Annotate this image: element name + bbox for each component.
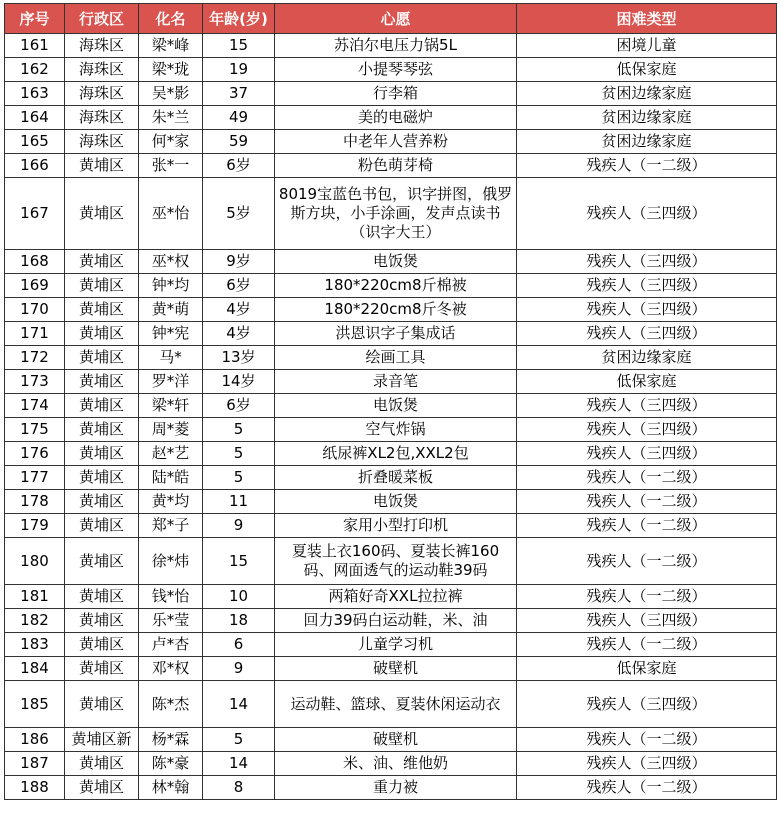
cell-name: 钟*宪 — [139, 322, 203, 346]
cell-district: 黄埔区 — [65, 776, 139, 800]
table-row — [5, 34, 777, 58]
table-row — [5, 609, 777, 633]
cell-no: 177 — [5, 466, 65, 490]
cell-name: 罗*洋 — [139, 370, 203, 394]
cell-no: 167 — [5, 178, 65, 250]
table-row — [5, 538, 777, 585]
table-row — [5, 466, 777, 490]
cell-type: 残疾人（三四级） — [517, 178, 777, 250]
cell-wish: 美的电磁炉 — [275, 106, 517, 130]
cell-age: 14岁 — [203, 370, 275, 394]
cell-age: 13岁 — [203, 346, 275, 370]
cell-wish: 洪恩识字子集成话 — [275, 322, 517, 346]
cell-wish: 运动鞋、篮球、夏装休闲运动衣 — [275, 681, 517, 728]
cell-no: 179 — [5, 514, 65, 538]
cell-type: 贫困边缘家庭 — [517, 346, 777, 370]
cell-district: 黄埔区 — [65, 681, 139, 728]
header-age: 年龄(岁) — [203, 4, 275, 34]
cell-name: 乐*莹 — [139, 609, 203, 633]
cell-no: 175 — [5, 418, 65, 442]
cell-age: 14 — [203, 752, 275, 776]
cell-age: 19 — [203, 58, 275, 82]
table-row — [5, 514, 777, 538]
table-row — [5, 657, 777, 681]
cell-wish: 电饭煲 — [275, 394, 517, 418]
header-name: 化名 — [139, 4, 203, 34]
table-row — [5, 298, 777, 322]
cell-age: 59 — [203, 130, 275, 154]
cell-wish: 折叠暖菜板 — [275, 466, 517, 490]
cell-no: 188 — [5, 776, 65, 800]
cell-type: 残疾人（三四级） — [517, 394, 777, 418]
cell-no: 164 — [5, 106, 65, 130]
table-row — [5, 394, 777, 418]
cell-no: 187 — [5, 752, 65, 776]
cell-wish: 破壁机 — [275, 728, 517, 752]
cell-name: 吴*影 — [139, 82, 203, 106]
table-row — [5, 681, 777, 728]
header-district: 行政区 — [65, 4, 139, 34]
table-row — [5, 130, 777, 154]
cell-no: 182 — [5, 609, 65, 633]
cell-no: 172 — [5, 346, 65, 370]
table-row — [5, 370, 777, 394]
cell-no: 180 — [5, 538, 65, 585]
header-no: 序号 — [5, 4, 65, 34]
cell-no: 186 — [5, 728, 65, 752]
cell-type: 贫困边缘家庭 — [517, 82, 777, 106]
cell-type: 低保家庭 — [517, 370, 777, 394]
table-row — [5, 322, 777, 346]
cell-no: 178 — [5, 490, 65, 514]
cell-no: 168 — [5, 250, 65, 274]
cell-name: 梁*峰 — [139, 34, 203, 58]
table-row — [5, 752, 777, 776]
cell-age: 15 — [203, 34, 275, 58]
cell-district: 海珠区 — [65, 58, 139, 82]
table-row — [5, 633, 777, 657]
cell-age: 5 — [203, 728, 275, 752]
cell-age: 5 — [203, 466, 275, 490]
cell-age: 4岁 — [203, 298, 275, 322]
cell-age: 8 — [203, 776, 275, 800]
header-wish: 心愿 — [275, 4, 517, 34]
cell-district: 黄埔区 — [65, 178, 139, 250]
cell-district: 黄埔区 — [65, 346, 139, 370]
cell-type: 残疾人（三四级） — [517, 418, 777, 442]
cell-wish: 录音笔 — [275, 370, 517, 394]
cell-no: 163 — [5, 82, 65, 106]
cell-wish: 米、油、维他奶 — [275, 752, 517, 776]
cell-type: 残疾人（一二级） — [517, 490, 777, 514]
cell-district: 黄埔区 — [65, 466, 139, 490]
cell-type: 低保家庭 — [517, 657, 777, 681]
cell-wish: 纸尿裤XL2包,XXL2包 — [275, 442, 517, 466]
table-row — [5, 346, 777, 370]
cell-age: 6 — [203, 633, 275, 657]
cell-age: 37 — [203, 82, 275, 106]
table-row — [5, 82, 777, 106]
cell-district: 黄埔区 — [65, 490, 139, 514]
cell-type: 残疾人（三四级） — [517, 298, 777, 322]
cell-age: 15 — [203, 538, 275, 585]
cell-no: 181 — [5, 585, 65, 609]
cell-age: 6岁 — [203, 274, 275, 298]
cell-age: 6岁 — [203, 154, 275, 178]
cell-no: 171 — [5, 322, 65, 346]
cell-no: 166 — [5, 154, 65, 178]
cell-type: 残疾人（三四级） — [517, 609, 777, 633]
cell-district: 黄埔区 — [65, 250, 139, 274]
cell-name: 黄*均 — [139, 490, 203, 514]
cell-name: 朱*兰 — [139, 106, 203, 130]
cell-age: 9 — [203, 657, 275, 681]
cell-type: 残疾人（三四级） — [517, 322, 777, 346]
cell-wish: 两箱好奇XXL拉拉裤 — [275, 585, 517, 609]
cell-wish: 180*220cm8斤冬被 — [275, 298, 517, 322]
cell-age: 9岁 — [203, 250, 275, 274]
cell-district: 黄埔区 — [65, 585, 139, 609]
cell-wish: 破壁机 — [275, 657, 517, 681]
cell-name: 卢*杏 — [139, 633, 203, 657]
cell-district: 黄埔区 — [65, 322, 139, 346]
cell-name: 马* — [139, 346, 203, 370]
cell-age: 14 — [203, 681, 275, 728]
cell-name: 赵*艺 — [139, 442, 203, 466]
cell-district: 海珠区 — [65, 34, 139, 58]
table-row — [5, 274, 777, 298]
table-row — [5, 442, 777, 466]
cell-name: 郑*子 — [139, 514, 203, 538]
cell-type: 低保家庭 — [517, 58, 777, 82]
cell-no: 183 — [5, 633, 65, 657]
cell-no: 185 — [5, 681, 65, 728]
cell-name: 林*翰 — [139, 776, 203, 800]
cell-district: 黄埔区 — [65, 442, 139, 466]
cell-type: 残疾人（三四级） — [517, 442, 777, 466]
cell-wish: 行李箱 — [275, 82, 517, 106]
cell-wish: 粉色萌芽椅 — [275, 154, 517, 178]
cell-no: 165 — [5, 130, 65, 154]
cell-type: 残疾人（一二级） — [517, 466, 777, 490]
cell-no: 176 — [5, 442, 65, 466]
table-body — [5, 34, 777, 800]
cell-name: 杨*霖 — [139, 728, 203, 752]
cell-wish: 家用小型打印机 — [275, 514, 517, 538]
cell-wish: 中老年人营养粉 — [275, 130, 517, 154]
cell-type: 残疾人（三四级） — [517, 681, 777, 728]
cell-type: 残疾人（一二级） — [517, 514, 777, 538]
cell-type: 残疾人（一二级） — [517, 776, 777, 800]
cell-district: 黄埔区 — [65, 298, 139, 322]
cell-name: 巫*权 — [139, 250, 203, 274]
table-row — [5, 585, 777, 609]
cell-age: 9 — [203, 514, 275, 538]
cell-no: 174 — [5, 394, 65, 418]
cell-type: 残疾人（一二级） — [517, 728, 777, 752]
table-header-row — [5, 4, 777, 34]
cell-type: 残疾人（三四级） — [517, 250, 777, 274]
table-row — [5, 178, 777, 250]
cell-age: 6岁 — [203, 394, 275, 418]
cell-district: 黄埔区 — [65, 633, 139, 657]
cell-district: 海珠区 — [65, 106, 139, 130]
cell-district: 黄埔区 — [65, 274, 139, 298]
table-row — [5, 418, 777, 442]
cell-wish: 8019宝蓝色书包，识字拼图，俄罗斯方块，小手涂画，发声点读书（识字大王） — [275, 178, 517, 250]
cell-age: 5 — [203, 442, 275, 466]
cell-wish: 儿童学习机 — [275, 633, 517, 657]
wish-list-table — [4, 3, 777, 800]
cell-type: 残疾人（一二级） — [517, 585, 777, 609]
cell-age: 10 — [203, 585, 275, 609]
cell-district: 海珠区 — [65, 82, 139, 106]
table-row — [5, 58, 777, 82]
cell-no: 170 — [5, 298, 65, 322]
cell-district: 黄埔区 — [65, 657, 139, 681]
cell-name: 梁*珑 — [139, 58, 203, 82]
cell-wish: 180*220cm8斤棉被 — [275, 274, 517, 298]
cell-district: 黄埔区 — [65, 752, 139, 776]
cell-no: 162 — [5, 58, 65, 82]
cell-name: 巫*怡 — [139, 178, 203, 250]
cell-name: 钟*均 — [139, 274, 203, 298]
cell-age: 49 — [203, 106, 275, 130]
cell-type: 残疾人（三四级） — [517, 274, 777, 298]
cell-no: 184 — [5, 657, 65, 681]
cell-no: 161 — [5, 34, 65, 58]
cell-name: 梁*轩 — [139, 394, 203, 418]
cell-name: 陈*杰 — [139, 681, 203, 728]
wish-list-table-container — [4, 3, 777, 800]
table-row — [5, 106, 777, 130]
cell-age: 5岁 — [203, 178, 275, 250]
table-row — [5, 250, 777, 274]
cell-type: 残疾人（一二级） — [517, 633, 777, 657]
cell-type: 贫困边缘家庭 — [517, 130, 777, 154]
cell-name: 邓*权 — [139, 657, 203, 681]
cell-age: 11 — [203, 490, 275, 514]
cell-no: 169 — [5, 274, 65, 298]
table-row — [5, 776, 777, 800]
cell-wish: 重力被 — [275, 776, 517, 800]
cell-district: 海珠区 — [65, 130, 139, 154]
cell-district: 黄埔区新 — [65, 728, 139, 752]
cell-name: 钱*怡 — [139, 585, 203, 609]
cell-district: 黄埔区 — [65, 370, 139, 394]
cell-wish: 电饭煲 — [275, 250, 517, 274]
cell-district: 黄埔区 — [65, 418, 139, 442]
cell-name: 徐*炜 — [139, 538, 203, 585]
cell-name: 周*菱 — [139, 418, 203, 442]
cell-name: 张*一 — [139, 154, 203, 178]
cell-district: 黄埔区 — [65, 514, 139, 538]
cell-wish: 空气炸锅 — [275, 418, 517, 442]
cell-wish: 小提琴琴弦 — [275, 58, 517, 82]
cell-name: 何*家 — [139, 130, 203, 154]
cell-district: 黄埔区 — [65, 538, 139, 585]
cell-type: 贫困边缘家庭 — [517, 106, 777, 130]
table-row — [5, 728, 777, 752]
cell-age: 18 — [203, 609, 275, 633]
cell-district: 黄埔区 — [65, 609, 139, 633]
cell-name: 黄*萌 — [139, 298, 203, 322]
cell-type: 残疾人（一二级） — [517, 154, 777, 178]
cell-wish: 电饭煲 — [275, 490, 517, 514]
table-row — [5, 154, 777, 178]
cell-wish: 苏泊尔电压力锅5L — [275, 34, 517, 58]
cell-wish: 夏装上衣160码、夏装长裤160码、网面透气的运动鞋39码 — [275, 538, 517, 585]
table-row — [5, 490, 777, 514]
cell-district: 黄埔区 — [65, 154, 139, 178]
cell-district: 黄埔区 — [65, 394, 139, 418]
cell-name: 陆*皓 — [139, 466, 203, 490]
cell-no: 173 — [5, 370, 65, 394]
cell-name: 陈*豪 — [139, 752, 203, 776]
cell-type: 困境儿童 — [517, 34, 777, 58]
cell-type: 残疾人（一二级） — [517, 538, 777, 585]
header-type: 困难类型 — [517, 4, 777, 34]
cell-age: 4岁 — [203, 322, 275, 346]
cell-type: 残疾人（三四级） — [517, 752, 777, 776]
cell-wish: 绘画工具 — [275, 346, 517, 370]
cell-age: 5 — [203, 418, 275, 442]
cell-wish: 回力39码白运动鞋，米、油 — [275, 609, 517, 633]
